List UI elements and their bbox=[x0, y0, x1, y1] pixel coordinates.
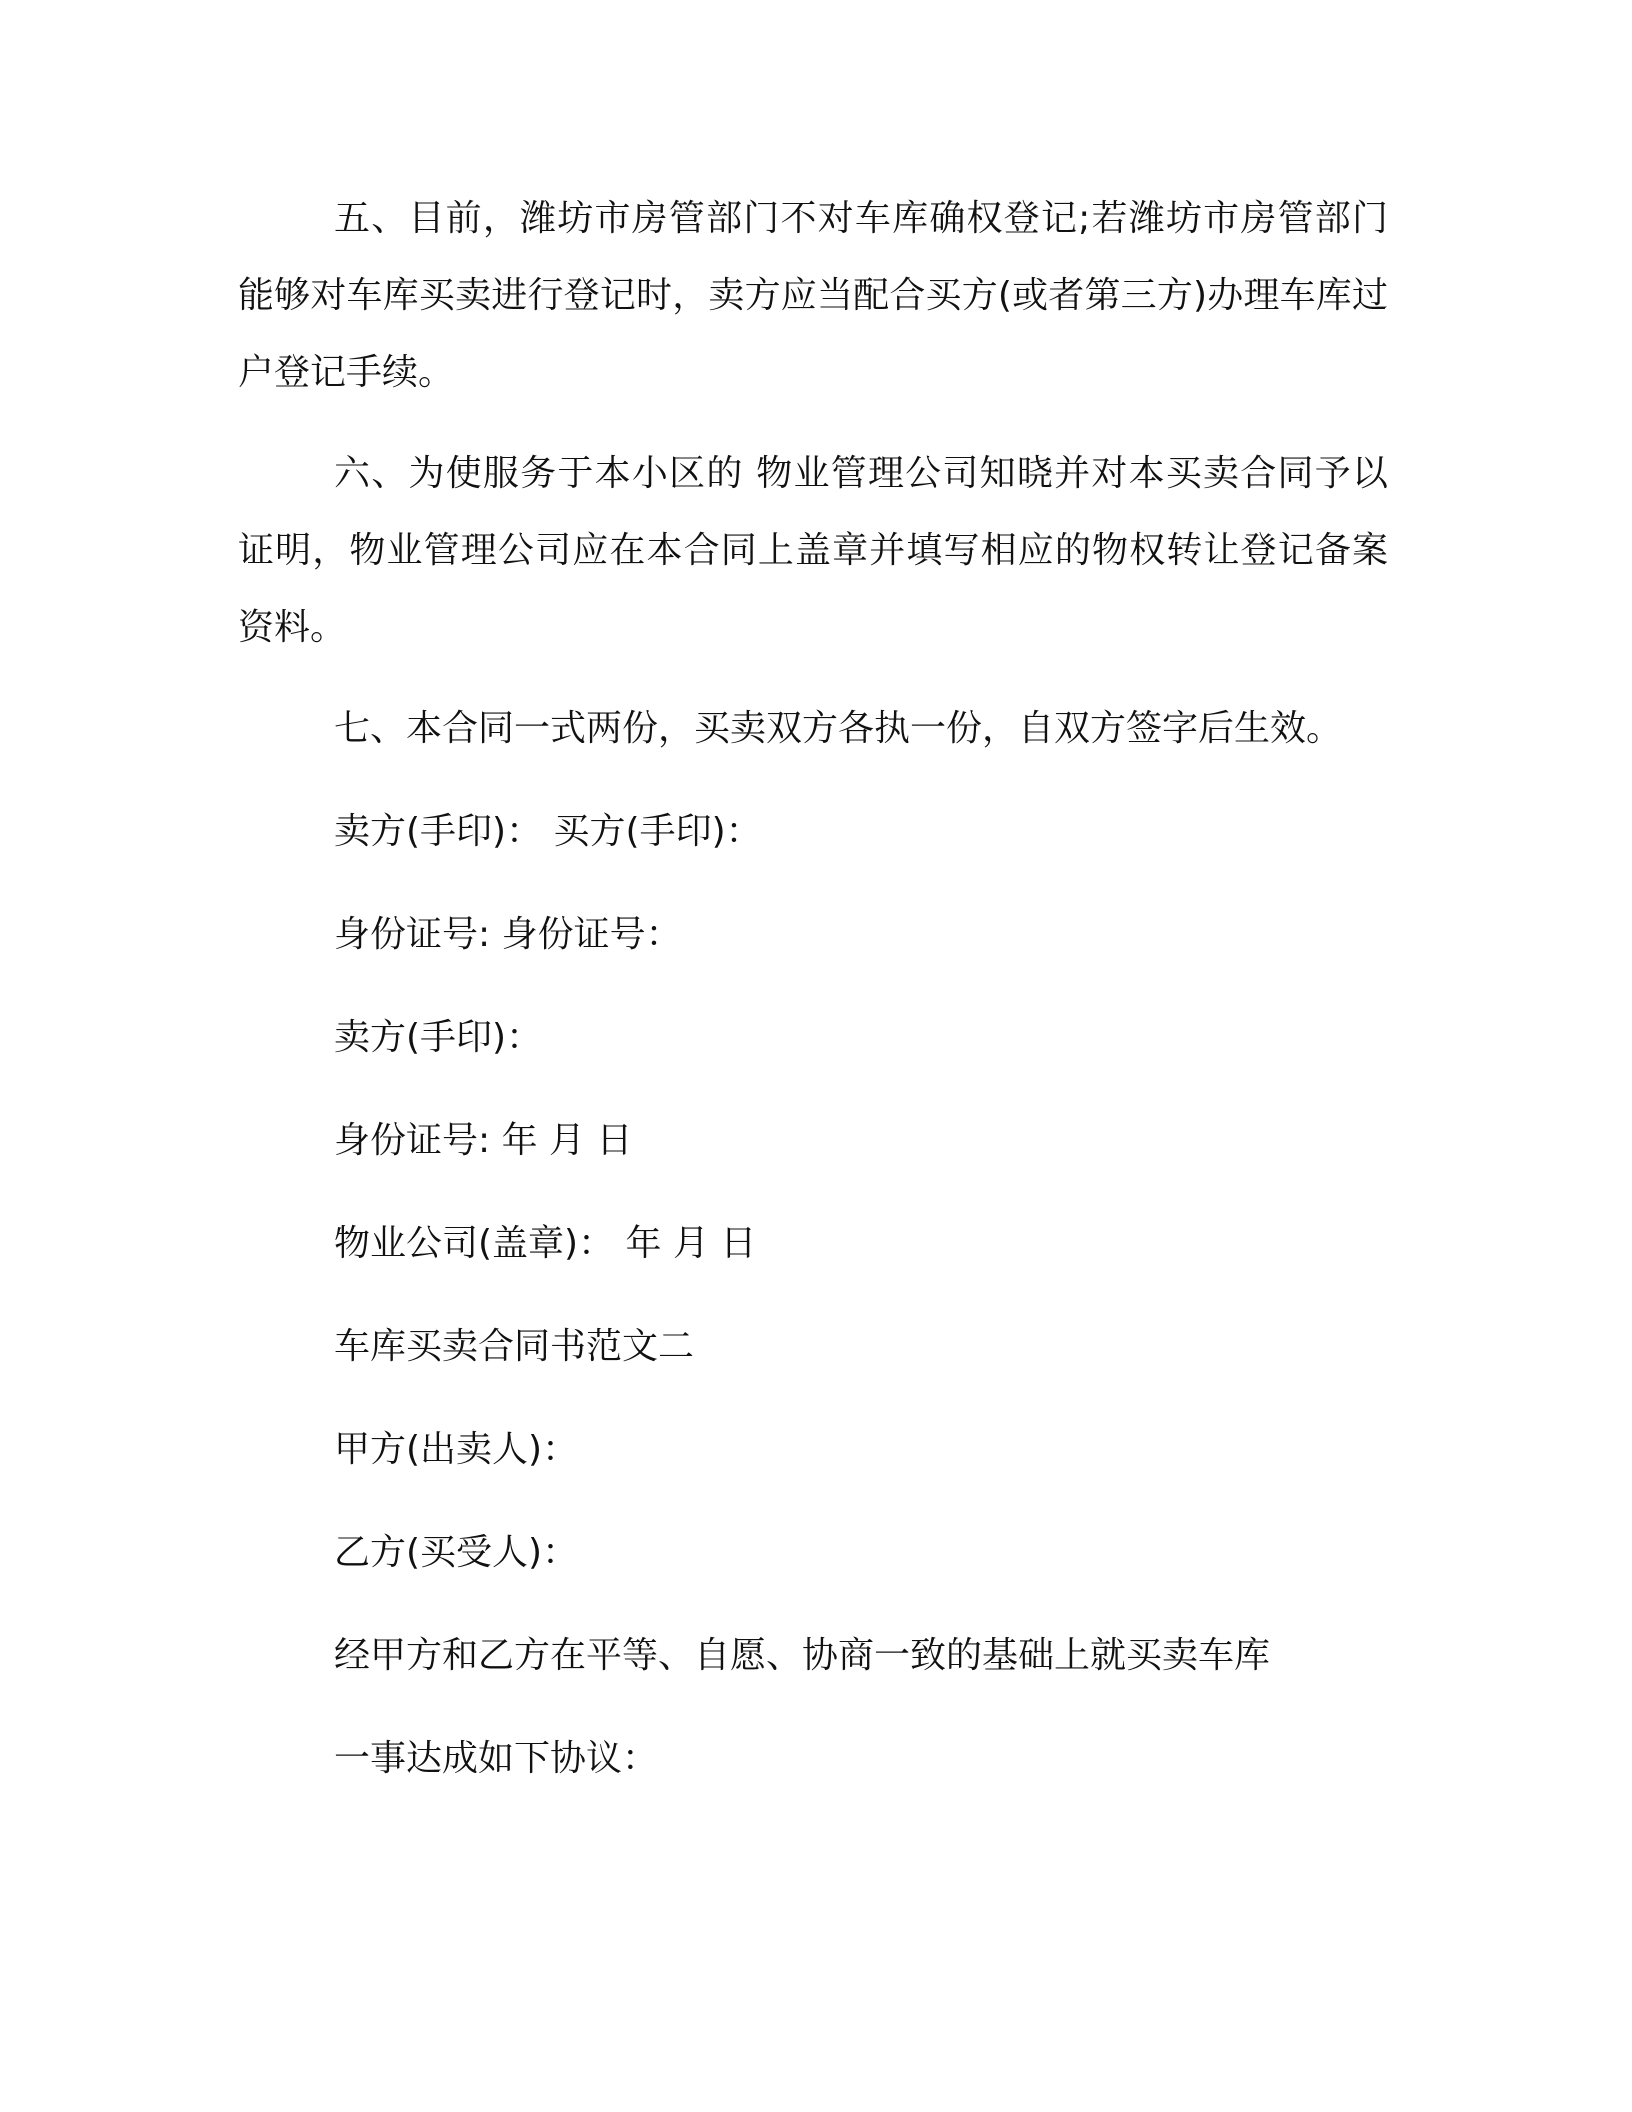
agreement-intro-continuation: 一事达成如下协议： bbox=[334, 1738, 659, 1779]
id-number-date-line: 身份证号: 年 月 日 bbox=[334, 1120, 633, 1161]
id-number-line: 身份证号: 身份证号： bbox=[334, 914, 682, 955]
clause-seven-text: 七、本合同一式两份，买卖双方各执一份，自双方签字后生效。 bbox=[334, 708, 1343, 749]
clause-five-text: 五、目前，潍坊市房管部门不对车库确权登记;若潍坊市房管部门能够对车库买卖进行登记时，卖方应当配合买方(或者第三方)办理车库过户登记手续。 bbox=[238, 198, 1388, 393]
clause-six-text: 六、为使服务于本小区的 物业管理公司知晓并对本买卖合同予以证明，物业管理公司应在本合同上盖章并填写相应的物权转让登记备案资料。 bbox=[238, 453, 1388, 648]
seller-buyer-signature-line: 卖方(手印)： 买方(手印)： bbox=[334, 811, 762, 852]
agreement-intro-line: 经甲方和乙方在平等、自愿、协商一致的基础上就买卖车库 bbox=[334, 1635, 1271, 1676]
clause-five-paragraph bbox=[238, 180, 1388, 411]
property-company-seal-line: 物业公司(盖章)： 年 月 日 bbox=[334, 1223, 757, 1264]
section-heading: 车库买卖合同书范文二 bbox=[334, 1326, 695, 1367]
clause-six-paragraph bbox=[238, 435, 1388, 666]
seller-signature-line: 卖方(手印)： bbox=[334, 1017, 543, 1058]
party-a-line: 甲方(出卖人)： bbox=[334, 1429, 579, 1470]
party-b-line: 乙方(买受人)： bbox=[334, 1532, 579, 1573]
